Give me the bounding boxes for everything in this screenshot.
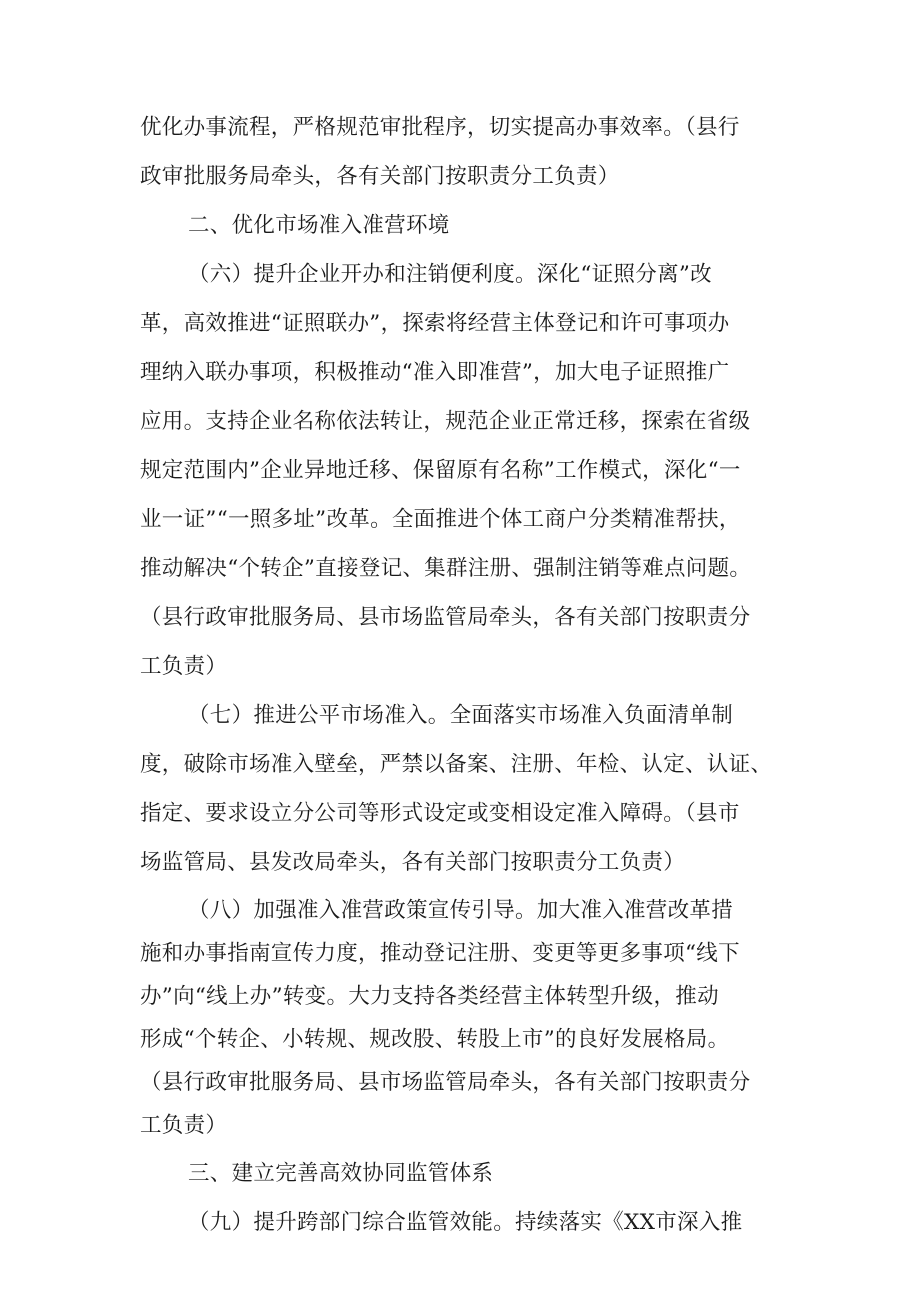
paragraph-line: （九）提升跨部门综合监管效能。持续落实《XX市深入推 bbox=[188, 1210, 743, 1235]
paragraph-line: 度，破除市场准入壁垒，严禁以备案、注册、年检、认定、认证、 bbox=[140, 752, 773, 777]
paragraph-line: 规定范围内”企业异地迁移、保留原有名称”工作模式，深化“一 bbox=[140, 458, 741, 483]
paragraph-line: 场监管局、县发改局牵头，各有关部门按职责分工负责） bbox=[140, 850, 686, 875]
paragraph-line: 业一证”“一照多址”改革。全面推进个体工商户分类精准帮扶， bbox=[140, 507, 741, 532]
paragraph-line: 施和办事指南宣传力度，推动登记注册、变更等更多事项“线下 bbox=[140, 941, 740, 966]
paragraph-line: 工负责） bbox=[140, 1113, 228, 1138]
paragraph-line: 推动解决“个转企”直接登记、集群注册、强制注销等难点问题。 bbox=[140, 556, 752, 581]
section-heading: 三、建立完善高效协同监管体系 bbox=[188, 1161, 494, 1186]
paragraph-line: 政审批服务局牵头，各有关部门按职责分工负责） bbox=[140, 164, 620, 189]
paragraph-line: （八）加强准入准营政策宣传引导。加大准入准营改革措 bbox=[188, 898, 734, 923]
paragraph-line: 工负责） bbox=[140, 654, 228, 679]
paragraph-line: 应用。支持企业名称依法转让，规范企业正常迁移，探索在省级 bbox=[140, 409, 751, 434]
paragraph-line: 革，高效推进“证照联办”，探索将经营主体登记和许可事项办 bbox=[140, 311, 730, 336]
paragraph-line: （七）推进公平市场准入。全面落实市场准入负面清单制 bbox=[188, 703, 734, 728]
section-heading: 二、优化市场准入准营环境 bbox=[188, 213, 450, 238]
paragraph-line: 形成“个转企、小转规、规改股、转股上市”的良好发展格局。 bbox=[140, 1027, 730, 1052]
paragraph-line: 理纳入联办事项，积极推动“准入即准营”，加大电子证照推广 bbox=[140, 360, 730, 385]
paragraph-line: 办”向“线上办”转变。大力支持各类经营主体转型升级，推动 bbox=[140, 984, 719, 1009]
paragraph-line: 指定、要求设立分公司等形式设定或变相设定准入障碍。（县市 bbox=[140, 801, 740, 826]
paragraph-line: （县行政审批服务局、县市场监管局牵头，各有关部门按职责分 bbox=[140, 1070, 751, 1095]
paragraph-line: （六）提升企业开办和注销便利度。深化“证照分离”改 bbox=[188, 262, 712, 287]
paragraph-line: （县行政审批服务局、县市场监管局牵头，各有关部门按职责分 bbox=[140, 605, 751, 630]
paragraph-line: 优化办事流程，严格规范审批程序，切实提高办事效率。（县行 bbox=[140, 115, 740, 140]
